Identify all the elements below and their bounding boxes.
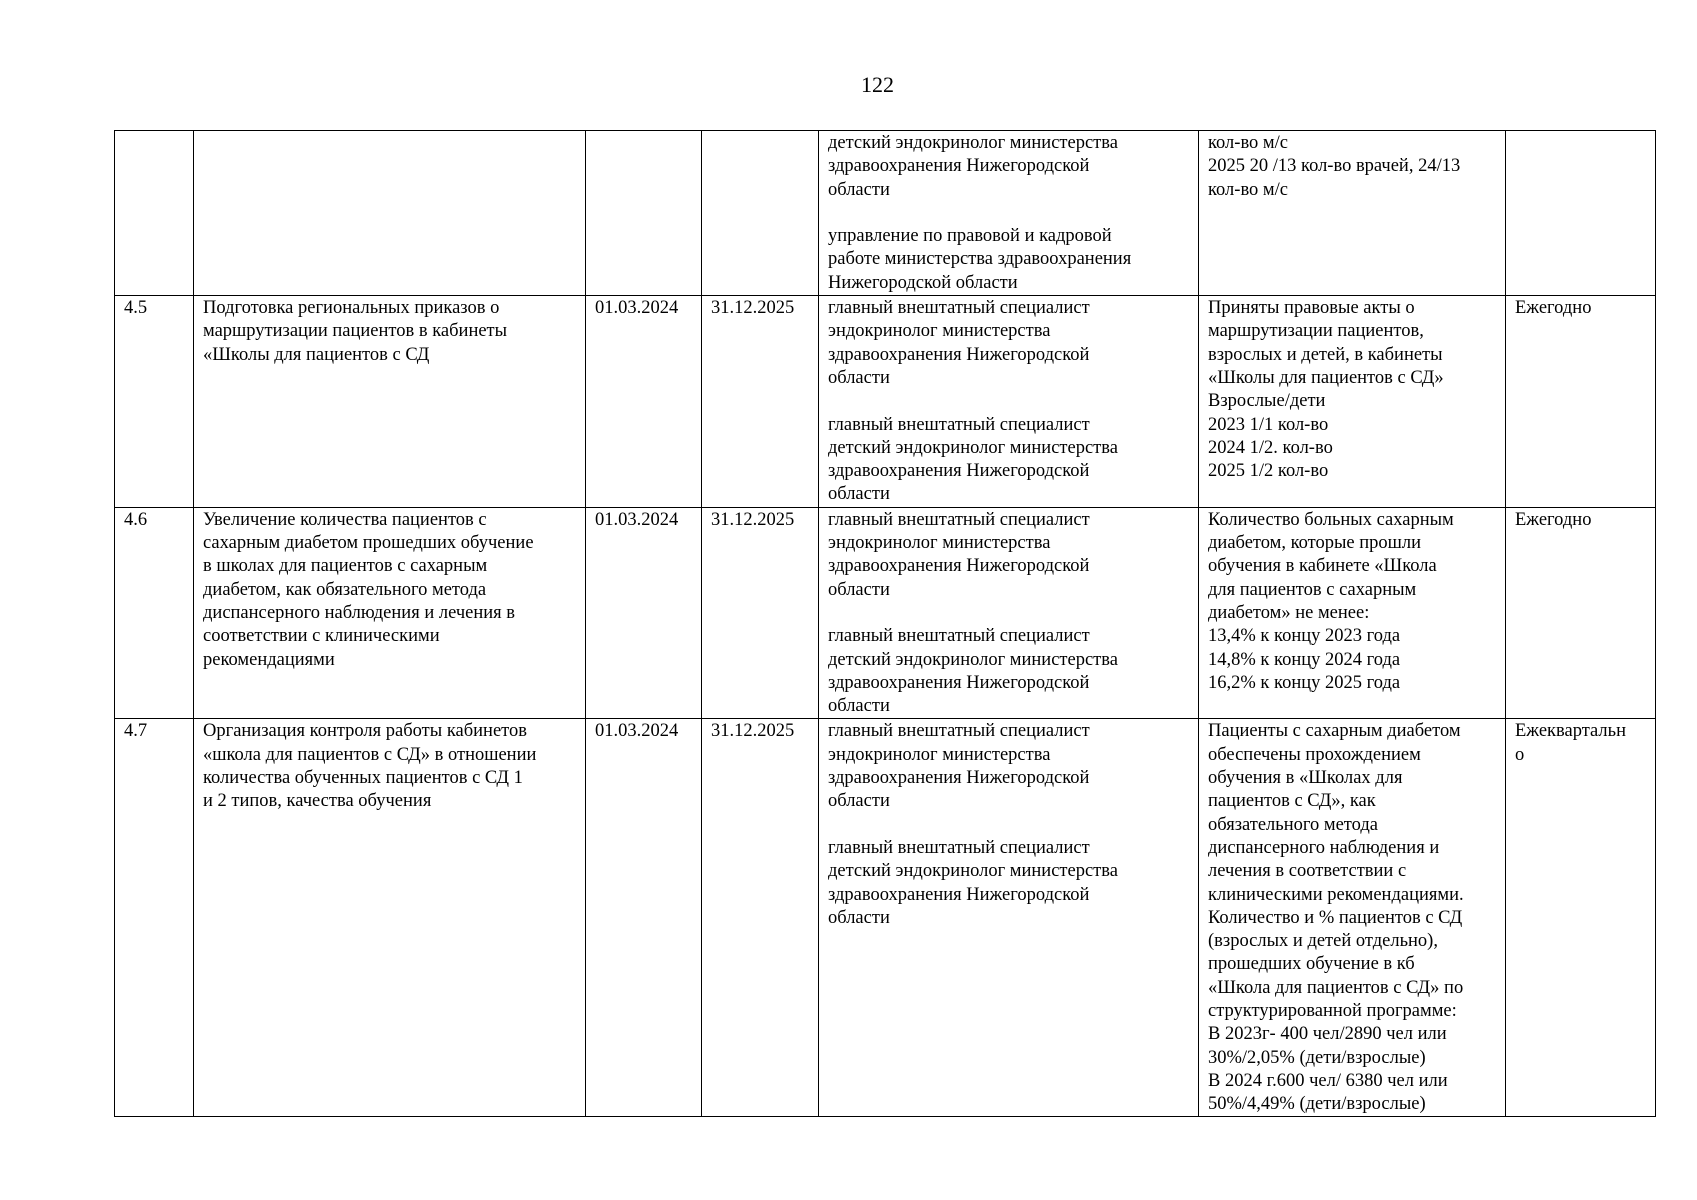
cell-result: Пациенты с сахарным диабетом обеспечены прохождением обучения в «Школах для пациентов с СД», как обязательного метода диспансерного наблюдения и лечения в соответствии с клиническими рекомендациями. Количество и % пациентов с СД (взрослых и детей отдельно), прошедших обучение в кб «Школа для пациентов с СД» по структурированной программе: В 2023г- 400 чел/2890 чел или 30%/2,05% (дети/взрослые) В 2024 г.600 чел/ 6380 чел или 50%/4,49% (дети/взрослые) [1199,719,1506,1117]
cell-responsible: главный внештатный специалист эндокринолог министерства здравоохранения Нижегородской области главный внештатный специалист детский эндокринолог министерства здравоохранения Нижегородской области [819,296,1199,508]
cell-number: 4.5 [115,296,194,508]
cell-responsible: главный внештатный специалист эндокринолог министерства здравоохранения Нижегородской области главный внештатный специалист детский эндокринолог министерства здравоохранения Нижегородской области [819,507,1199,719]
cell-periodicity: Ежегодно [1506,507,1656,719]
table-row [115,131,1656,296]
cell-periodicity: Ежеквартальн о [1506,719,1656,1117]
page-number: 122 [861,72,894,97]
cell-start-date: 01.03.2024 [586,719,702,1117]
cell-number [115,131,194,296]
cell-number: 4.6 [115,507,194,719]
cell-start-date: 01.03.2024 [586,507,702,719]
cell-result: Приняты правовые акты о маршрутизации пациентов, взрослых и детей, в кабинеты «Школы для пациентов с СД» Взрослые/дети 2023 1/1 кол-во 2024 1/2. кол-во 2025 1/2 кол-во [1199,296,1506,508]
table-row [115,719,1656,1117]
cell-periodicity: Ежегодно [1506,296,1656,508]
cell-end-date: 31.12.2025 [702,719,819,1117]
cell-result: Количество больных сахарным диабетом, которые прошли обучения в кабинете «Школа для пациентов с сахарным диабетом» не менее: 13,4% к концу 2023 года 14,8% к концу 2024 года 16,2% к концу 2025 года [1199,507,1506,719]
table-row [115,507,1656,719]
cell-responsible: детский эндокринолог министерства здравоохранения Нижегородской области управление по правовой и кадровой работе министерства здравоохранения Нижегородской области [819,131,1199,296]
cell-number: 4.7 [115,719,194,1117]
cell-responsible: главный внештатный специалист эндокринолог министерства здравоохранения Нижегородской области главный внештатный специалист детский эндокринолог министерства здравоохранения Нижегородской области [819,719,1199,1117]
cell-start-date: 01.03.2024 [586,296,702,508]
cell-end-date: 31.12.2025 [702,507,819,719]
cell-start-date [586,131,702,296]
cell-activity: Увеличение количества пациентов с сахарным диабетом прошедших обучение в школах для пациентов с сахарным диабетом, как обязательного метода диспансерного наблюдения и лечения в соответствии с клиническими рекомендациями [194,507,586,719]
cell-result: кол-во м/с 2025 20 /13 кол-во врачей, 24/13 кол-во м/с [1199,131,1506,296]
plan-table [114,130,1656,1117]
cell-activity: Организация контроля работы кабинетов «школа для пациентов с СД» в отношении количества обученных пациентов с СД 1 и 2 типов, качества обучения [194,719,586,1117]
cell-end-date: 31.12.2025 [702,296,819,508]
cell-end-date [702,131,819,296]
cell-activity: Подготовка региональных приказов о маршрутизации пациентов в кабинеты «Школы для пациентов с СД [194,296,586,508]
cell-periodicity [1506,131,1656,296]
table-row [115,296,1656,508]
cell-activity [194,131,586,296]
